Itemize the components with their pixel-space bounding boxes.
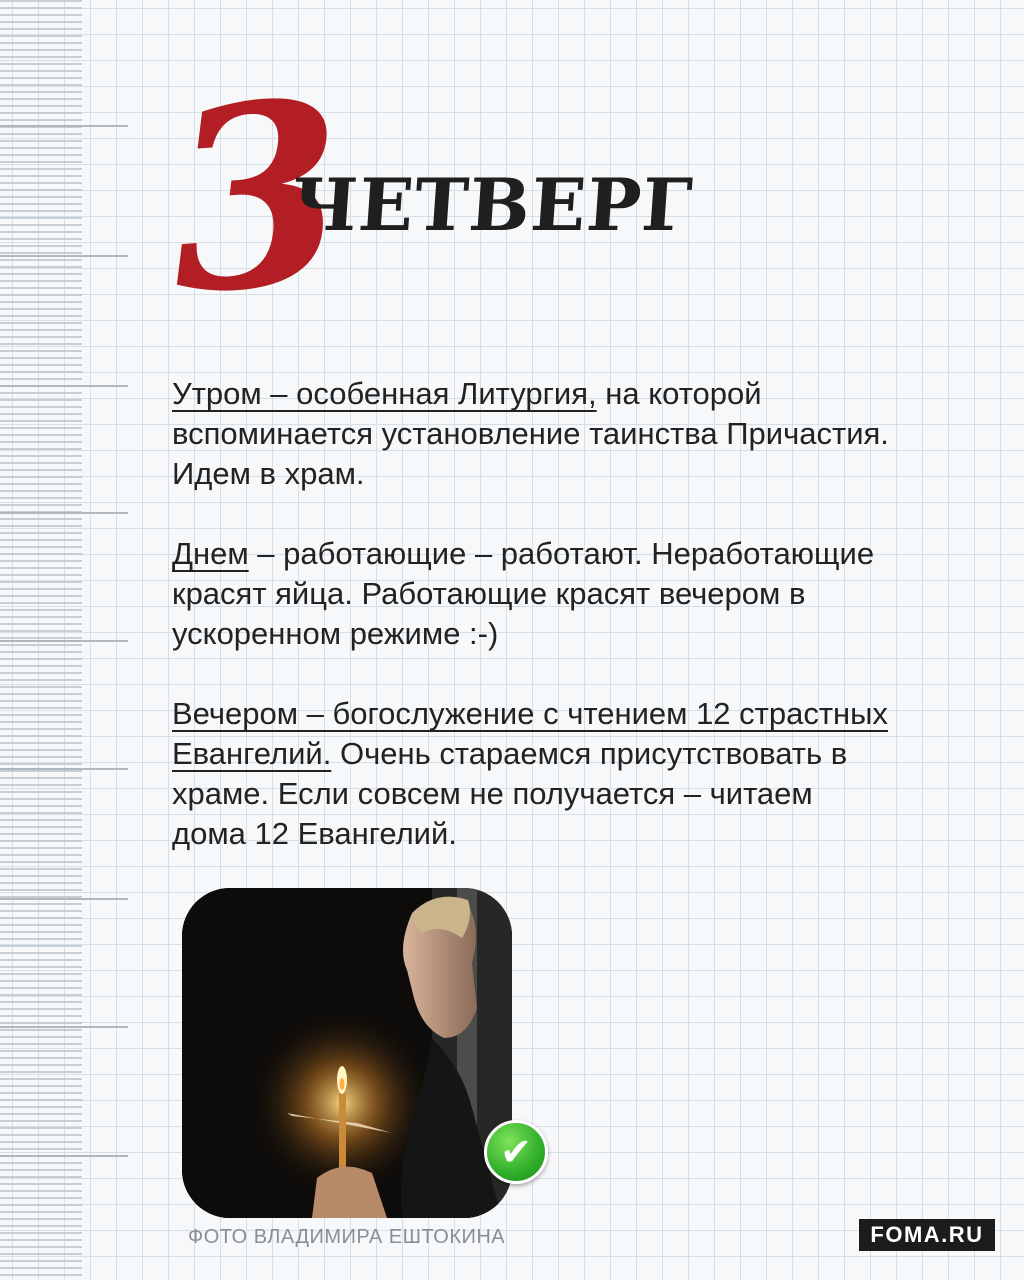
- day-heading: [159, 44, 696, 350]
- candle-photo: [182, 888, 512, 1218]
- day-title: ЧЕТВЕРГ: [289, 162, 696, 247]
- morning-text: на которой вспоминается установление таинства Причастия. Идем в храм.: [172, 376, 889, 491]
- photo-caption: ФОТО ВЛАДИМИРА ЕШТОКИНА: [188, 1226, 506, 1248]
- day-text: – работающие – работают. Неработающие красят яйца. Работающие красят вечером в ускоренном режиме :-): [172, 536, 875, 651]
- binder-long-line: [0, 898, 128, 900]
- binder-long-line: [0, 640, 128, 642]
- binder-long-line: [0, 768, 128, 770]
- evening-text: Очень стараемся присутствовать в храме. Если совсем не получается – читаем дома 12 Евангелий.: [172, 736, 848, 851]
- day-number: 3: [159, 44, 354, 350]
- binder-long-line: [0, 1155, 128, 1157]
- candle-photo-illustration: [182, 888, 512, 1218]
- binder-long-line: [0, 125, 128, 127]
- day-highlight: Днем: [172, 536, 249, 571]
- evening-highlight: Вечером – богослужение с чтением 12 страстных Евангелий.: [172, 696, 888, 771]
- brand-logo[interactable]: FOMA.RU: [859, 1219, 995, 1251]
- binder-long-line: [0, 1026, 128, 1028]
- evening-paragraph: [172, 694, 892, 854]
- morning-paragraph: [172, 374, 892, 494]
- schedule-text: [172, 374, 892, 894]
- binder-long-line: [0, 385, 128, 387]
- binder-long-line: [0, 512, 128, 514]
- morning-highlight: Утром – особенная Литургия,: [172, 376, 597, 411]
- binder-long-line: [0, 255, 128, 257]
- day-paragraph: [172, 534, 892, 654]
- check-badge-icon: ✔: [484, 1120, 548, 1184]
